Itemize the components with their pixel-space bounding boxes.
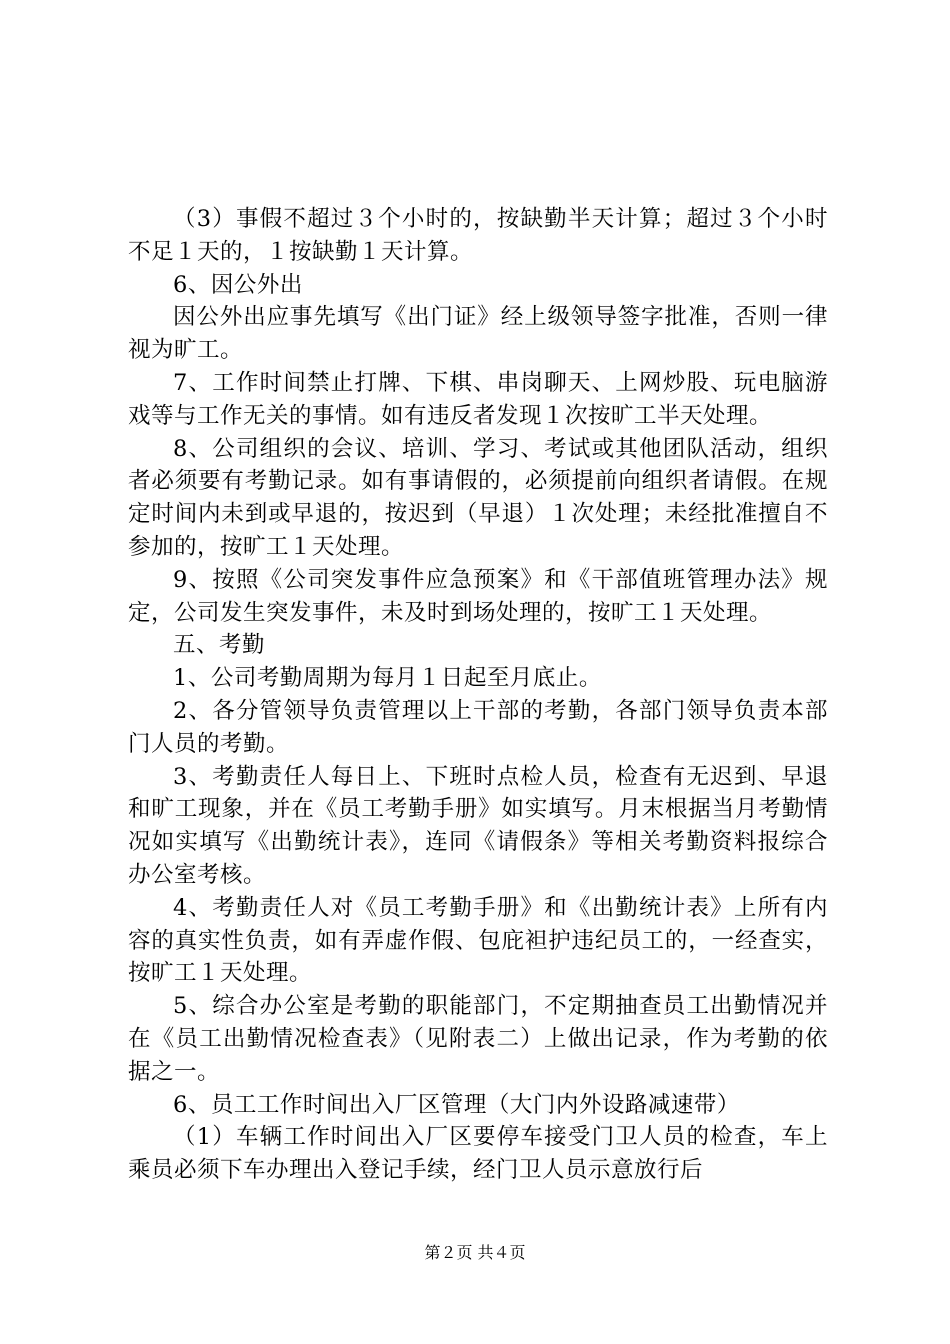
paragraph-12: 5、综合办公室是考勤的职能部门，不定期抽查员工出勤情况并在《员工出勤情况检查表》（见附表二）上做出记录，作为考勤的依据之一。 — [128, 993, 828, 1085]
paragraph-14: （1）车辆工作时间出入厂区要停车接受门卫人员的检查，车上乘员必须下车办理出入登记手续，经门卫人员示意放行后 — [128, 1124, 828, 1184]
page-footer: 第２页 共４页 — [424, 1243, 526, 1262]
paragraph-8: 1、公司考勤周期为每月１日起至月底止。 — [173, 665, 602, 692]
paragraph-10: 3、考勤责任人每日上、下班时点检人员，检查有无迟到、早退和旷工现象，并在《员工考勤手册》如实填写。月末根据当月考勤情况如实填写《出勤统计表》，连同《请假条》等相关考勤资料报综合办公室考核。 — [128, 763, 828, 888]
paragraph-13: 6、员工工作时间出入厂区管理（大门内外设路减速带） — [173, 1091, 740, 1118]
section-heading-attendance: 五、考勤 — [173, 632, 266, 659]
paragraph-6: 9、按照《公司突发事件应急预案》和《干部值班管理办法》规定，公司发生突发事件，未及时到场处理的，按旷工１天处理。 — [128, 566, 828, 626]
paragraph-1: （3）事假不超过３个小时的，按缺勤半天计算；超过３个小时不足１天的，１按缺勤１天计算。 — [128, 206, 828, 265]
paragraph-2: 6、因公外出 — [173, 271, 303, 298]
paragraph-5: 8、公司组织的会议、培训、学习、考试或其他团队活动，组织者必须要有考勤记录。如有事请假的，必须提前向组织者请假。在规定时间内未到或早退的，按迟到（早退）１次处理；未经批准擅自不参加的，按旷工１天处理。 — [128, 435, 828, 560]
paragraph-4: 7、工作时间禁止打牌、下棋、串岗聊天、上网炒股、玩电脑游戏等与工作无关的事情。如有违反者发现１次按旷工半天处理。 — [128, 369, 828, 429]
paragraph-9: 2、各分管领导负责管理以上干部的考勤，各部门领导负责本部门人员的考勤。 — [128, 697, 828, 757]
paragraph-3: 因公外出应事先填写《出门证》经上级领导签字批准，否则一律视为旷工。 — [128, 304, 828, 364]
document-body — [128, 203, 828, 1187]
paragraph-11: 4、考勤责任人对《员工考勤手册》和《出勤统计表》上所有内容的真实性负责，如有弄虚作假、包庇袒护违纪员工的，一经查实，按旷工１天处理。 — [128, 894, 828, 987]
